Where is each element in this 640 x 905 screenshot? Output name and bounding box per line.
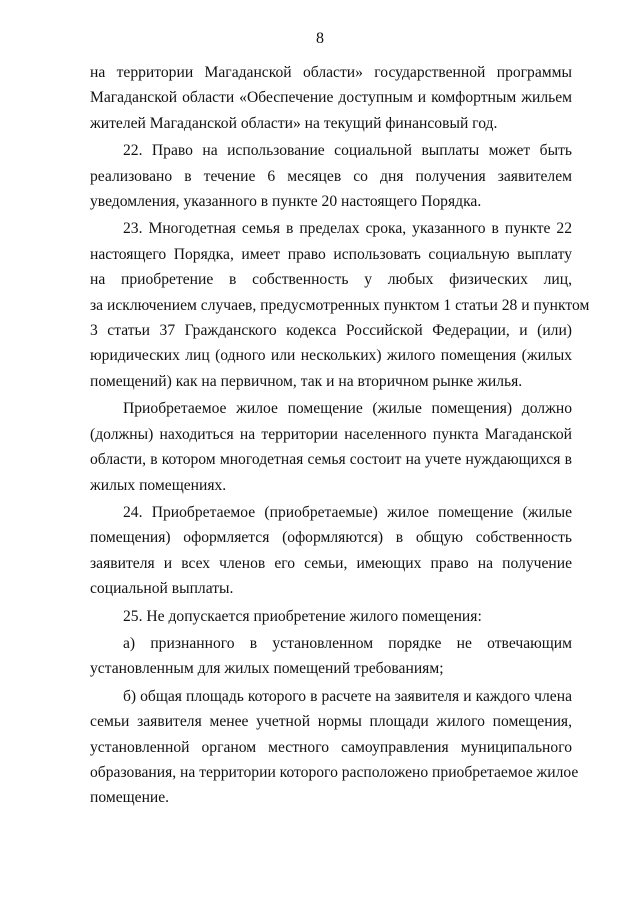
text-line: 3 статьи 37 Гражданского кодекса Российской Федерации, и (или) <box>90 322 572 340</box>
text-line: жителей Магаданской области» на текущий финансовый год. <box>90 114 498 132</box>
document-body <box>90 60 590 811</box>
paragraph-continuation <box>90 60 572 136</box>
text-line: области, в котором многодетная семья состоит на учете нуждающихся в <box>90 451 572 469</box>
text-line: за исключением случаев, предусмотренных пунктом 1 статьи 28 и пунктом <box>90 296 590 314</box>
text-line: Приобретаемое жилое помещение (жилые помещения) должно <box>123 400 572 418</box>
text-line: 24. Приобретаемое (приобретаемые) жилое помещение (жилые <box>123 503 572 521</box>
text-line: юридических лиц (одного или нескольких) жилого помещения (жилых <box>90 347 572 365</box>
text-line: социальной выплаты. <box>90 580 234 598</box>
text-line: помещения) оформляется (оформляются) в общую собственность <box>90 529 572 547</box>
text-line: 25. Не допускается приобретение жилого помещения: <box>123 607 482 625</box>
text-line: помещений) как на первичном, так и на вторичном рынке жилья. <box>90 372 523 390</box>
paragraph-item-25 <box>90 604 572 629</box>
text-line: 23. Многодетная семья в пределах срока, указанного в пункте 22 <box>123 220 572 238</box>
text-line: заявителя и всех членов его семьи, имеющих право на получение <box>90 554 572 572</box>
text-line: (должны) находиться на территории населенного пункта Магаданской <box>90 425 572 443</box>
text-line: образования, на территории которого расположено приобретаемое жилое <box>90 763 579 781</box>
text-line: на территории Магаданской области» государственной программы <box>90 64 572 81</box>
text-line: жилых помещениях. <box>90 476 227 494</box>
paragraph-item-23 <box>90 216 590 394</box>
text-line: настоящего Порядка, имеет право использовать социальную выплату <box>90 245 572 263</box>
text-line: реализовано в течение 6 месяцев со дня получения заявителем <box>90 167 572 185</box>
paragraph-item-24 <box>90 500 572 602</box>
text-line: а) признанного в установленном порядке не отвечающим <box>123 634 572 652</box>
text-line: на приобретение в собственность у любых физических лиц, <box>90 271 572 289</box>
paragraph-item-22 <box>90 138 572 214</box>
text-line: б) общая площадь которого в расчете на заявителя и каждого члена <box>123 687 572 705</box>
paragraph-subitem-b <box>90 684 579 811</box>
text-line: уведомления, указанного в пункте 20 настоящего Порядка. <box>90 193 482 211</box>
text-line: 22. Право на использование социальной выплаты может быть <box>123 142 572 160</box>
page-number: 8 <box>316 30 324 47</box>
text-line: семьи заявителя менее учетной нормы площади жилого помещения, <box>90 713 572 731</box>
text-line: установленной органом местного самоуправления муниципального <box>90 738 572 756</box>
text-line: Магаданской области «Обеспечение доступным и комфортным жильем <box>90 89 572 107</box>
paragraph-subitem-a <box>90 631 572 682</box>
paragraph-dwelling-location <box>90 396 572 498</box>
text-line: помещение. <box>90 789 170 807</box>
text-line: установленным для жилых помещений требованиям; <box>90 660 444 678</box>
